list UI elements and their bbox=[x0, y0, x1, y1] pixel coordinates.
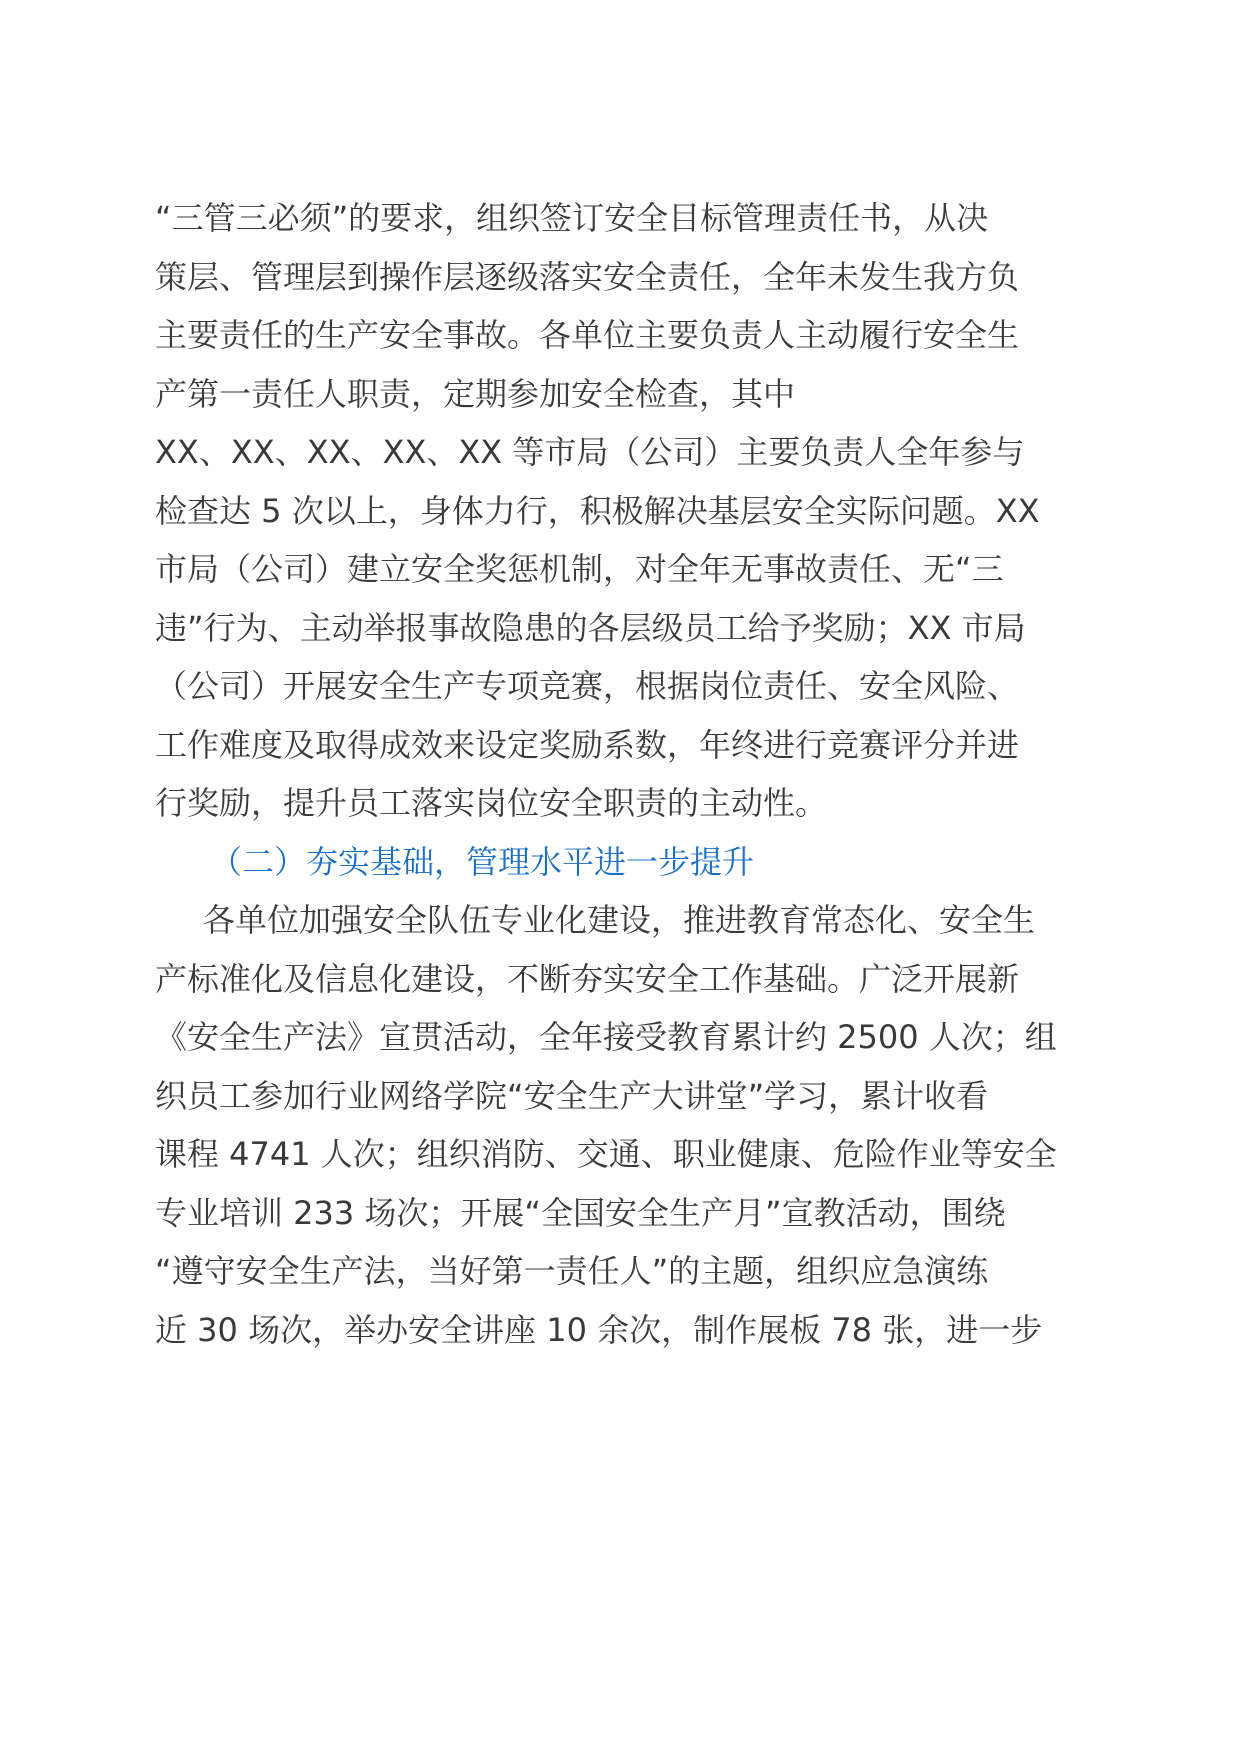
paragraph-line: “遵守安全生产法，当好第一责任人”的主题，组织应急演练 bbox=[155, 1252, 989, 1290]
paragraph-line: 策层、管理层到操作层逐级落实安全责任，全年未发生我方负 bbox=[155, 258, 1020, 296]
paragraph-line: “三管三必须”的要求，组织签订安全目标管理责任书，从决 bbox=[155, 199, 989, 237]
paragraph-line: 织员工参加行业网络学院“安全生产大讲堂”学习，累计收看 bbox=[155, 1077, 989, 1115]
paragraph-line: XX、XX、XX、XX、XX 等市局（公司）主要负责人全年参与 bbox=[155, 433, 1025, 471]
paragraph-line: 产第一责任人职责，定期参加安全检查，其中 bbox=[155, 375, 796, 413]
paragraph-line: 各单位加强安全队伍专业化建设，推进教育常态化、安全生 bbox=[203, 901, 1036, 939]
paragraph-line: 《安全生产法》宣贯活动，全年接受教育累计约 2500 人次；组 bbox=[155, 1018, 1057, 1056]
paragraph-line: 主要责任的生产安全事故。各单位主要负责人主动履行安全生 bbox=[155, 316, 1020, 354]
paragraph-line: 近 30 场次，举办安全讲座 10 余次，制作展板 78 张，进一步 bbox=[155, 1311, 1043, 1349]
paragraph-line: （公司）开展安全生产专项竞赛，根据岗位责任、安全风险、 bbox=[155, 667, 1020, 705]
paragraph-line: 行奖励，提升员工落实岗位安全职责的主动性。 bbox=[155, 784, 828, 822]
paragraph-line: 违”行为、主动举报事故隐患的各层级员工给予奖励；XX 市局 bbox=[155, 609, 1026, 647]
section-heading: （二）夯实基础，管理水平进一步提升 bbox=[210, 843, 755, 881]
paragraph-line: 工作难度及取得成效来设定奖励系数，年终进行竞赛评分并进 bbox=[155, 726, 1020, 764]
paragraph-line: 产标准化及信息化建设，不断夯实安全工作基础。广泛开展新 bbox=[155, 960, 1020, 998]
paragraph-line: 专业培训 233 场次；开展“全国安全生产月”宣教活动，围绕 bbox=[155, 1194, 1006, 1232]
paragraph-line: 课程 4741 人次；组织消防、交通、职业健康、危险作业等安全 bbox=[155, 1135, 1057, 1173]
paragraph-line: 市局（公司）建立安全奖惩机制，对全年无事故责任、无“三 bbox=[155, 550, 1004, 588]
paragraph-line: 检查达 5 次以上，身体力行，积极解决基层安全实际问题。XX bbox=[155, 492, 1040, 530]
